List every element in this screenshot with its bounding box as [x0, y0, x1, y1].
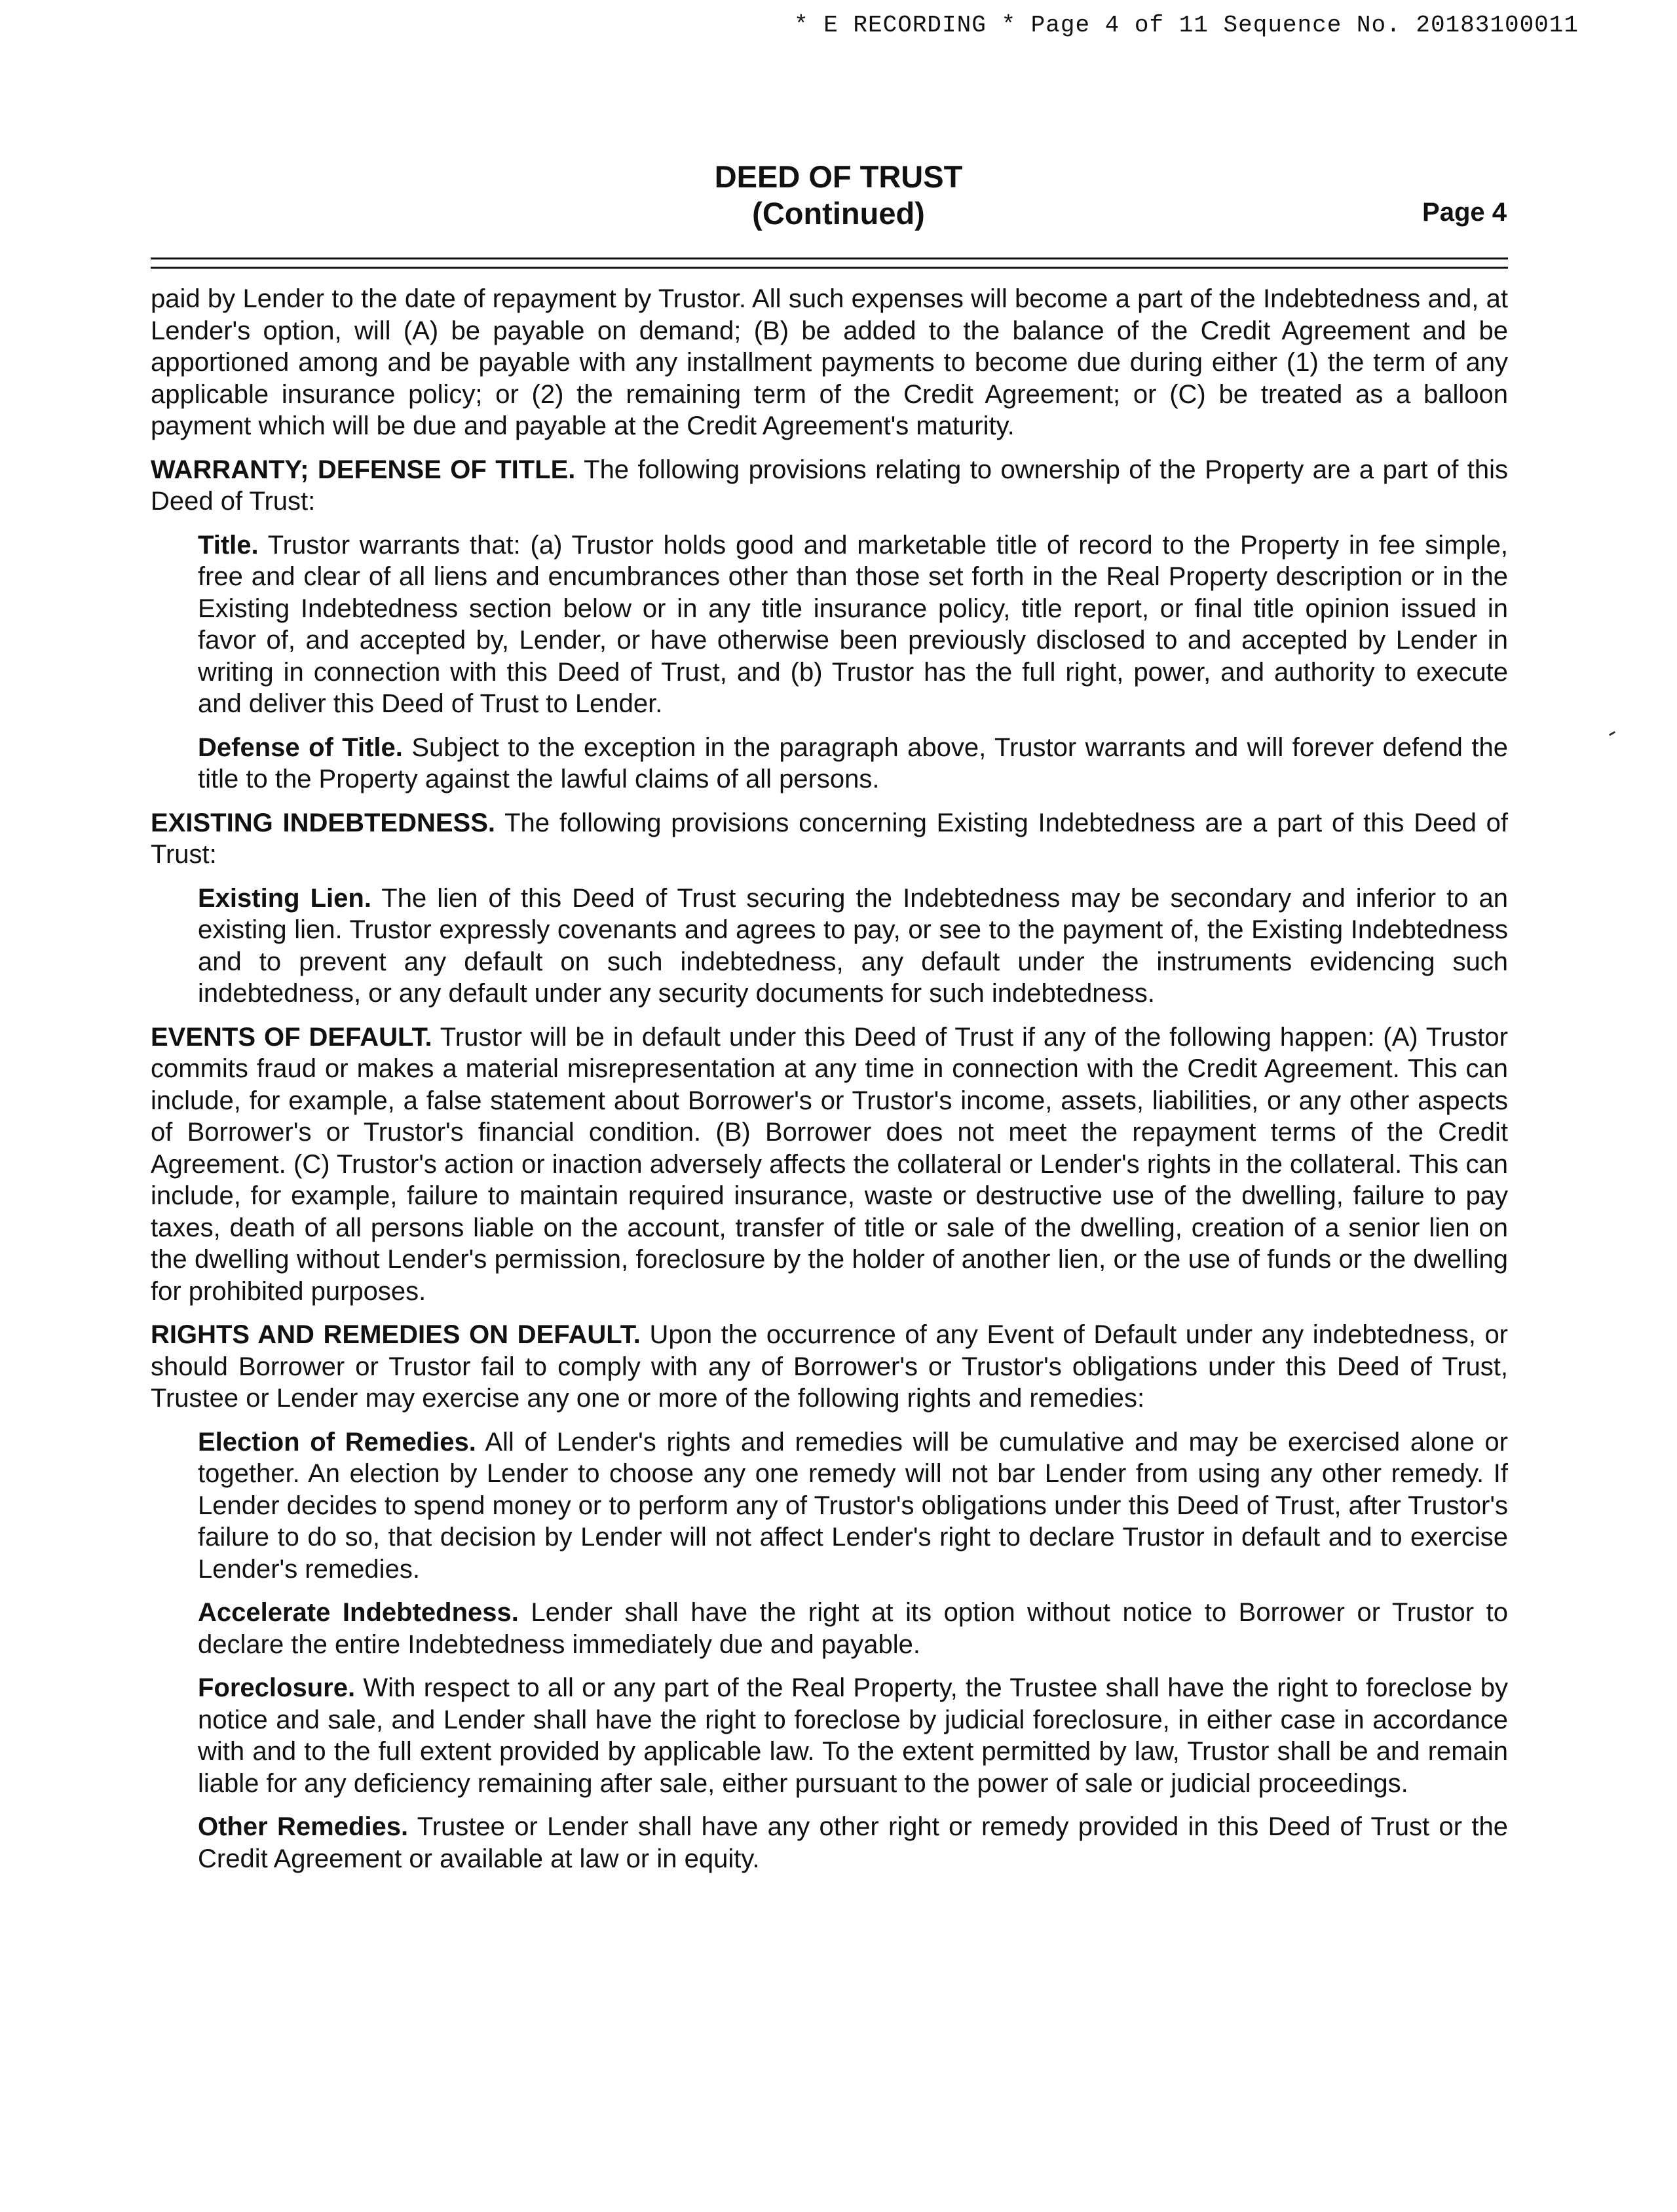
subsection-heading-title: Title.: [198, 530, 259, 560]
document-body: [151, 283, 1508, 1886]
page-number-label: Page 4: [1422, 198, 1507, 227]
subsection-heading-defense-of-title: Defense of Title.: [198, 733, 403, 762]
subsection-heading-existing-lien: Existing Lien.: [198, 883, 371, 913]
subsection-title: [198, 529, 1508, 720]
subsection-text-defense-of-title: Subject to the exception in the paragraph above, Trustor warrants and will forever defend the title to the Property against the lawful claims of all persons.: [198, 733, 1508, 793]
subsection-text-title: Trustor warrants that: (a) Trustor holds good and marketable title of record to the Property in fee simple, free and clear of all liens and encumbrances other than those set forth in the Real Property description or in the Existing Indebtedness section below or in any title insurance policy, title report, or final title opinion issued in favor of, and accepted by, Lender, or have otherwise been previously disclosed to and accepted by Lender in writing in connection with this Deed of Trust, and (b) Trustor has the full right, power, and authority to execute and deliver this Deed of Trust to Lender.: [198, 530, 1508, 718]
subsection-text-existing-lien: The lien of this Deed of Trust securing the Indebtedness may be secondary and inferior to an existing lien. Trustor expressly covenants and agrees to pay, or see to the payment of, the Existing Indebtedness and to prevent any default on such indebtedness, any default under the instruments evidencing such indebtedness, or any default under any security documents for such indebtedness.: [198, 883, 1508, 1008]
subsection-heading-election-of-remedies: Election of Remedies.: [198, 1427, 476, 1457]
subsection-heading-other-remedies: Other Remedies.: [198, 1812, 409, 1841]
subsection-other-remedies: [198, 1811, 1508, 1875]
scan-artifact-mark: [1609, 731, 1615, 736]
subsection-heading-foreclosure: Foreclosure.: [198, 1673, 356, 1702]
subsection-text-accelerate-indebtedness: Lender shall have the right at its option without notice to Borrower or Trustor to declare the entire Indebtedness immediately due and payable.: [198, 1598, 1509, 1659]
subsection-text-election-of-remedies: All of Lender's rights and remedies will be cumulative and may be exercised alone or together. An election by Lender to choose any one remedy will not bar Lender from using any other remedy. If Lender decides to spend money or to perform any of Trustor's obligations under this Deed of Trust, after Trustor's failure to do so, that decision by Lender will not affect Lender's right to declare Trustor in default and to exercise Lender's remedies.: [198, 1427, 1508, 1584]
document-subtitle: (Continued): [752, 196, 925, 231]
subsection-text-other-remedies: Trustee or Lender shall have any other right or remedy provided in this Deed of Trust or the Credit Agreement or available at law or in equity.: [198, 1812, 1509, 1873]
header-divider-top: [151, 257, 1508, 259]
section-text-events-of-default: Trustor will be in default under this Deed of Trust if any of the following happen: (A) Trustor commits fraud or makes a material misrepresentation at any time in connection with the Credit Agreement. This can include, for example, a false statement about Borrower's or Trustor's income, assets, liabilities, or any other aspects of Borrower's or Trustor's financial condition. (B) Borrower does not meet the repayment terms of the Credit Agreement. (C) Trustor's action or inaction adversely affects the collateral or Lender's rights in the collateral. This can include, for example, failure to maintain required insurance, waste or destructive use of the dwelling, failure to pay taxes, death of all persons liable on the account, transfer of title or sale of the dwelling, creation of a senior lien on the dwelling without Lender's permission, foreclosure by the holder of another lien, or the use of funds or the dwelling for prohibited purposes.: [151, 1022, 1508, 1306]
section-text-rights-and-remedies: Upon the occurrence of any Event of Default under any indebtedness, or should Borrower or Trustor fail to comply with any of Borrower's or Trustor's obligations under this Deed of Trust, Trustee or Lender may exercise any one or more of the following rights and remedies:: [151, 1320, 1509, 1413]
subsection-existing-lien: [198, 883, 1508, 1010]
section-heading-warranty: WARRANTY; DEFENSE OF TITLE.: [151, 455, 576, 484]
subsection-text-foreclosure: With respect to all or any part of the Real Property, the Trustee shall have the right to foreclose by notice and sale, and Lender shall have the right to foreclose by judicial foreclosure, in either case in accordance with and to the full extent provided by applicable law. To the extent permitted by law, Trustor shall be and remain liable for any deficiency remaining after sale, either pursuant to the power of sale or judicial proceedings.: [198, 1673, 1508, 1798]
section-events-of-default: [151, 1021, 1508, 1308]
continued-paragraph: paid by Lender to the date of repayment by Trustor. All such expenses will become a part of the Indebtedness and, at Lender's option, will (A) be payable on demand; (B) be added to the balance of the Credit Agreement and be apportioned among and be payable with any installment payments to become due during either (1) the term of any applicable insurance policy; or (2) the remaining term of the Credit Agreement; or (C) be treated as a balloon payment which will be due and payable at the Credit Agreement's maturity.: [151, 284, 1508, 440]
subsection-defense-of-title: [198, 732, 1508, 795]
section-heading-rights-and-remedies: RIGHTS AND REMEDIES ON DEFAULT.: [151, 1320, 641, 1349]
subsection-foreclosure: [198, 1672, 1508, 1799]
document-title: DEED OF TRUST: [714, 159, 963, 194]
section-text-warranty: The following provisions relating to ownership of the Property are a part of this Deed of Trust:: [151, 455, 1508, 516]
subsection-election-of-remedies: [198, 1426, 1508, 1586]
subsection-accelerate-indebtedness: [198, 1597, 1508, 1660]
recording-stamp-line: * E RECORDING * Page 4 of 11 Sequence No. 20183100011: [794, 12, 1579, 39]
subsection-heading-accelerate-indebtedness: Accelerate Indebtedness.: [198, 1598, 519, 1627]
section-warranty: [151, 454, 1508, 518]
section-rights-and-remedies: [151, 1319, 1508, 1415]
section-heading-existing-indebtedness: EXISTING INDEBTEDNESS.: [151, 808, 496, 837]
section-existing-indebtedness: [151, 807, 1508, 871]
section-text-existing-indebtedness: The following provisions concerning Existing Indebtedness are a part of this Deed of Trust:: [151, 808, 1508, 869]
section-heading-events-of-default: EVENTS OF DEFAULT.: [151, 1022, 432, 1052]
header-divider-bottom: [151, 267, 1508, 269]
